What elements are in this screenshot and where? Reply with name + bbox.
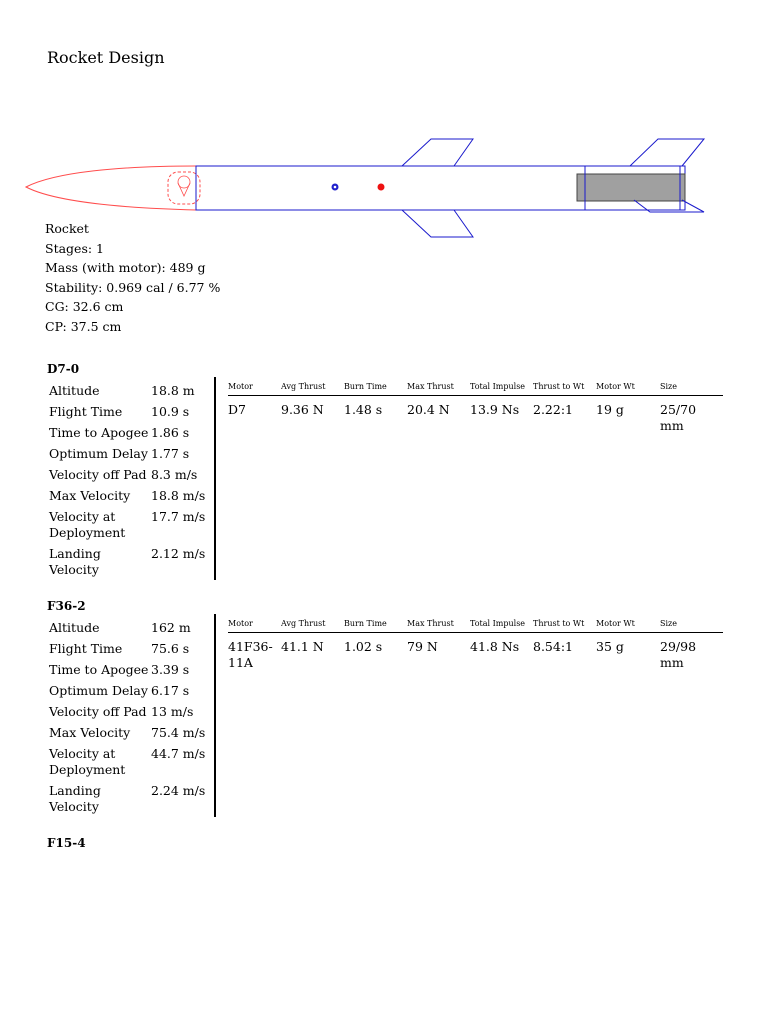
header-cell: Thrust to Wt bbox=[533, 382, 585, 391]
column-divider bbox=[214, 377, 216, 580]
stat-label: Altitude bbox=[49, 620, 100, 635]
motor-mount bbox=[577, 174, 685, 201]
motor-row bbox=[228, 396, 723, 434]
stat-value: 3.39 s bbox=[151, 662, 190, 677]
stat-row bbox=[49, 446, 213, 462]
stat-label: Time to Apogee bbox=[49, 662, 149, 677]
motor-cell: 9.36 N bbox=[281, 402, 324, 417]
motor-cell: 41.8 Ns bbox=[470, 639, 520, 654]
header-cell: Motor Wt bbox=[596, 619, 635, 628]
header-cell: Burn Time bbox=[344, 382, 387, 391]
stat-label: Velocity at Deployment bbox=[49, 746, 126, 777]
motor-row bbox=[228, 633, 723, 671]
motor-cell: 1.48 s bbox=[344, 402, 383, 417]
header-cell: Max Thrust bbox=[407, 382, 454, 391]
stat-row bbox=[49, 425, 213, 441]
rocket-name: Rocket bbox=[45, 221, 89, 236]
motor-table bbox=[228, 618, 723, 671]
stat-row bbox=[49, 383, 213, 399]
stat-row bbox=[49, 746, 213, 778]
stat-row bbox=[49, 488, 213, 504]
flight-stats bbox=[49, 383, 213, 583]
header-cell: Avg Thrust bbox=[281, 619, 326, 628]
stat-label: Optimum Delay bbox=[49, 683, 148, 698]
flight-stats bbox=[49, 620, 213, 820]
stat-value: 2.24 m/s bbox=[151, 783, 206, 798]
header-cell: Size bbox=[660, 382, 677, 391]
stat-row bbox=[49, 704, 213, 720]
header-cell: Burn Time bbox=[344, 619, 387, 628]
motor-cell: 13.9 Ns bbox=[470, 402, 520, 417]
stat-row bbox=[49, 546, 213, 578]
stat-label: Landing Velocity bbox=[49, 546, 101, 577]
header-cell: Avg Thrust bbox=[281, 382, 326, 391]
stat-value: 1.86 s bbox=[151, 425, 190, 440]
stat-label: Max Velocity bbox=[49, 725, 131, 740]
header-cell: Size bbox=[660, 619, 677, 628]
forward-fin-top bbox=[402, 139, 473, 166]
stat-row bbox=[49, 404, 213, 420]
stat-value: 75.6 s bbox=[151, 641, 190, 656]
stat-label: Time to Apogee bbox=[49, 425, 149, 440]
stat-value: 10.9 s bbox=[151, 404, 190, 419]
stat-value: 6.17 s bbox=[151, 683, 190, 698]
section-title: D7-0 bbox=[47, 362, 80, 376]
stat-value: 13 m/s bbox=[151, 704, 194, 719]
motor-table-header bbox=[228, 618, 723, 633]
stat-value: 8.3 m/s bbox=[151, 467, 198, 482]
motor-table-header bbox=[228, 381, 723, 396]
stat-label: Max Velocity bbox=[49, 488, 131, 503]
header-cell: Max Thrust bbox=[407, 619, 454, 628]
motor-cell: D7 bbox=[228, 402, 246, 417]
forward-fin-bottom bbox=[402, 210, 473, 237]
stat-value: 162 m bbox=[151, 620, 191, 635]
stat-value: 18.8 m bbox=[151, 383, 195, 398]
stat-value: 44.7 m/s bbox=[151, 746, 206, 761]
stat-label: Velocity at Deployment bbox=[49, 509, 126, 540]
stat-label: Flight Time bbox=[49, 404, 123, 419]
stat-label: Landing Velocity bbox=[49, 783, 101, 814]
header-cell: Motor bbox=[228, 619, 253, 628]
stat-row bbox=[49, 683, 213, 699]
motor-cell: 35 g bbox=[596, 639, 624, 654]
motor-cell: 29/98 mm bbox=[660, 639, 697, 670]
motor-cell: 79 N bbox=[407, 639, 438, 654]
rocket-summary bbox=[45, 219, 220, 337]
motor-table bbox=[228, 381, 723, 434]
flight-section bbox=[47, 836, 737, 856]
cp-value: CP: 37.5 cm bbox=[45, 318, 122, 334]
stat-value: 18.8 m/s bbox=[151, 488, 206, 503]
aft-fin-top bbox=[630, 139, 704, 166]
page-title: Rocket Design bbox=[47, 48, 165, 67]
flight-section bbox=[47, 362, 737, 582]
motor-cell: 1.02 s bbox=[344, 639, 383, 654]
section-title: F15-4 bbox=[47, 836, 86, 850]
stat-row bbox=[49, 725, 213, 741]
flight-section bbox=[47, 599, 737, 819]
motor-cell: 41F36-11A bbox=[228, 639, 273, 670]
stat-row bbox=[49, 620, 213, 636]
stat-value: 1.77 s bbox=[151, 446, 190, 461]
cp-marker bbox=[378, 184, 385, 191]
nose-cone bbox=[26, 166, 196, 210]
stability: Stability: 0.969 cal / 6.77 % bbox=[45, 279, 221, 295]
section-title: F36-2 bbox=[47, 599, 86, 613]
column-divider bbox=[214, 614, 216, 817]
header-cell: Thrust to Wt bbox=[533, 619, 585, 628]
motor-cell: 8.54:1 bbox=[533, 639, 573, 654]
stages: Stages: 1 bbox=[45, 240, 104, 256]
motor-cell: 41.1 N bbox=[281, 639, 324, 654]
stat-row bbox=[49, 641, 213, 657]
motor-cell: 2.22:1 bbox=[533, 402, 573, 417]
stat-value: 17.7 m/s bbox=[151, 509, 206, 524]
stat-label: Velocity off Pad bbox=[49, 704, 147, 719]
header-cell: Motor bbox=[228, 382, 253, 391]
motor-cell: 19 g bbox=[596, 402, 624, 417]
stat-row bbox=[49, 783, 213, 815]
stat-row bbox=[49, 662, 213, 678]
stat-row bbox=[49, 467, 213, 483]
stat-label: Optimum Delay bbox=[49, 446, 148, 461]
motor-cell: 25/70 mm bbox=[660, 402, 697, 433]
stat-label: Velocity off Pad bbox=[49, 467, 147, 482]
motor-cell: 20.4 N bbox=[407, 402, 450, 417]
stat-value: 2.12 m/s bbox=[151, 546, 206, 561]
stat-label: Flight Time bbox=[49, 641, 123, 656]
cg-value: CG: 32.6 cm bbox=[45, 299, 124, 315]
stat-value: 75.4 m/s bbox=[151, 725, 206, 740]
header-cell: Motor Wt bbox=[596, 382, 635, 391]
stat-label: Altitude bbox=[49, 383, 100, 398]
header-cell: Total Impulse bbox=[470, 382, 526, 391]
stat-row bbox=[49, 509, 213, 541]
mass: Mass (with motor): 489 g bbox=[45, 260, 206, 276]
header-cell: Total Impulse bbox=[470, 619, 526, 628]
